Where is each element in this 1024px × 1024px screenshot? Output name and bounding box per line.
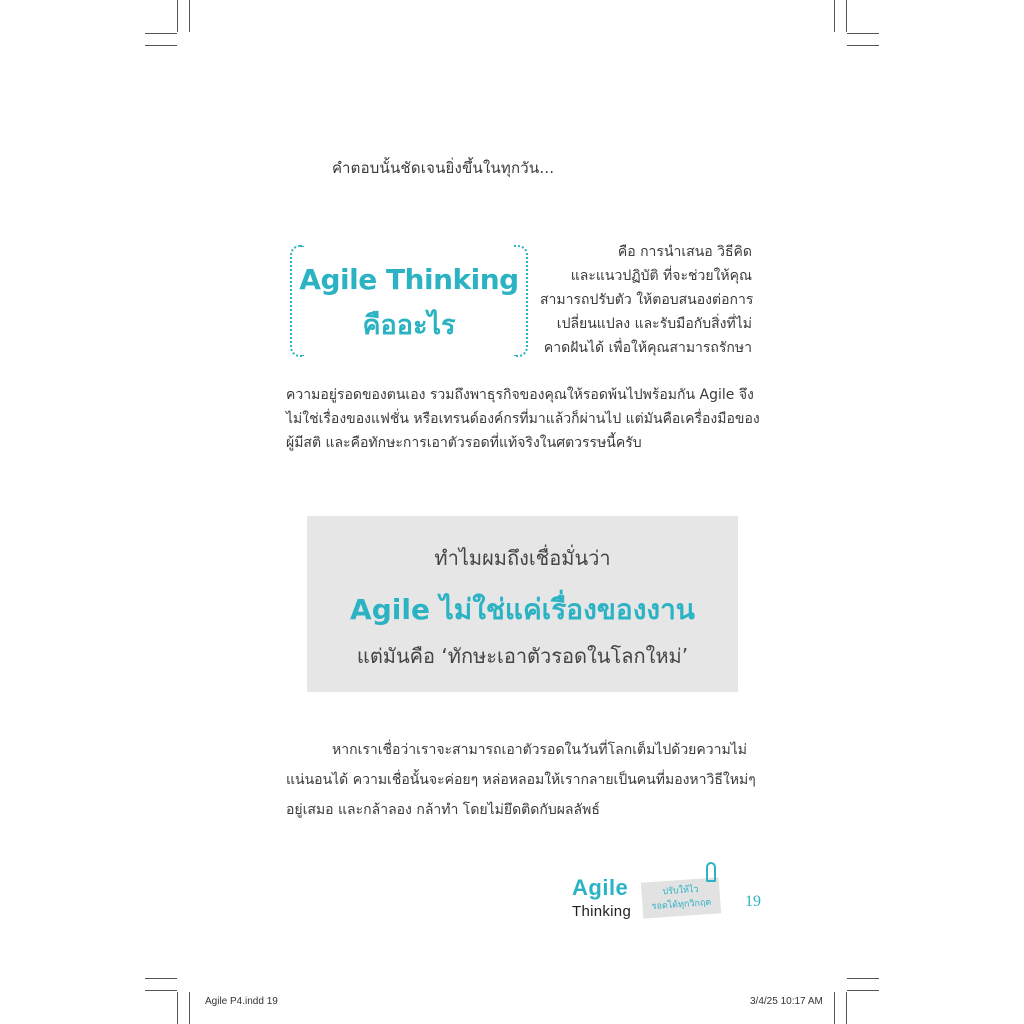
text-line: คาดฝันได้ เพื่อให้คุณสามารถรักษา (543, 340, 752, 356)
text-line: คือ การนำเสนอ วิธีคิด (617, 244, 752, 260)
crop-mark (847, 978, 879, 979)
crop-mark (846, 0, 847, 32)
text-line: หากเราเชื่อว่าเราจะสามารถเอาตัวรอดในวันที่โลกเต็มไปด้วยความไม่ (332, 742, 747, 758)
text-line: และแนวปฏิบัติ ที่จะช่วยให้คุณ (570, 268, 752, 284)
definition-side-text (540, 240, 752, 360)
tagline-line-1: ปรับให้ไว (662, 884, 699, 898)
text-line: ไม่ใช่เรื่องของแฟชั่น หรือเทรนด์องค์กรที่มาแล้วก็ผ่านไป แต่มันคือเครื่องมือของ (286, 411, 760, 427)
text-line: ผู้มีสติ และคือทักษะการเอาตัวรอดที่แท้จริงในศตวรรษนี้ครับ (286, 435, 642, 451)
crop-mark (834, 992, 835, 1024)
crop-mark (847, 45, 879, 46)
text-line: แน่นอนได้ ความเชื่อนั้นจะค่อยๆ หล่อหลอมให้เรากลายเป็นคนที่มองหาวิธีใหม่ๆ (286, 772, 756, 788)
crop-mark (145, 33, 177, 34)
print-slug-file: Agile P4.indd 19 (205, 996, 278, 1007)
text-line: ความอยู่รอดของตนเอง รวมถึงพาธุรกิจของคุณให้รอดพ้นไปพร้อมกัน Agile จึง (286, 387, 754, 403)
crop-mark (145, 45, 177, 46)
intro-line: คำตอบนั้นชัดเจนยิ่งขึ้นในทุกวัน... (332, 159, 555, 177)
crop-mark (189, 992, 190, 1024)
crop-mark (177, 0, 178, 32)
crop-mark (177, 992, 178, 1024)
definition-continued-text (286, 383, 760, 455)
definition-heading-box (290, 245, 528, 357)
footer-logo-agile: Agile (572, 875, 629, 900)
pull-quote-box (307, 516, 738, 692)
tagline-line-2: รอดได้ทุกวิกฤต (651, 897, 712, 913)
footer-logo-thinking: Thinking (572, 903, 632, 920)
definition-subtitle: คืออะไร (362, 310, 456, 341)
paperclip-icon (706, 862, 716, 882)
crop-mark (847, 990, 879, 991)
definition-title: Agile Thinking (299, 263, 519, 296)
body-paragraph (286, 735, 756, 825)
text-line: เปลี่ยนแปลง และรับมือกับสิ่งที่ไม่ (556, 316, 752, 332)
crop-mark (145, 990, 177, 991)
quote-line-3: แต่มันคือ ‘ทักษะเอาตัวรอดในโลกใหม่’ (356, 644, 689, 668)
page-number: 19 (745, 893, 761, 910)
footer-tagline-badge (641, 877, 721, 918)
crop-mark (189, 0, 190, 32)
quote-line-1: ทำไมผมถึงเชื่อมั่นว่า (434, 546, 611, 570)
print-slug-date: 3/4/25 10:17 AM (750, 996, 823, 1007)
crop-mark (847, 33, 879, 34)
crop-mark (846, 992, 847, 1024)
quote-line-2: Agile ไม่ใช่แค่เรื่องของงาน (350, 593, 695, 626)
text-line: สามารถปรับตัว ให้ตอบสนองต่อการ (540, 292, 754, 308)
crop-mark (834, 0, 835, 32)
crop-mark (145, 978, 177, 979)
text-line: อยู่เสมอ และกล้าลอง กล้าทำ โดยไม่ยึดติดกับผลลัพธ์ (286, 802, 600, 818)
